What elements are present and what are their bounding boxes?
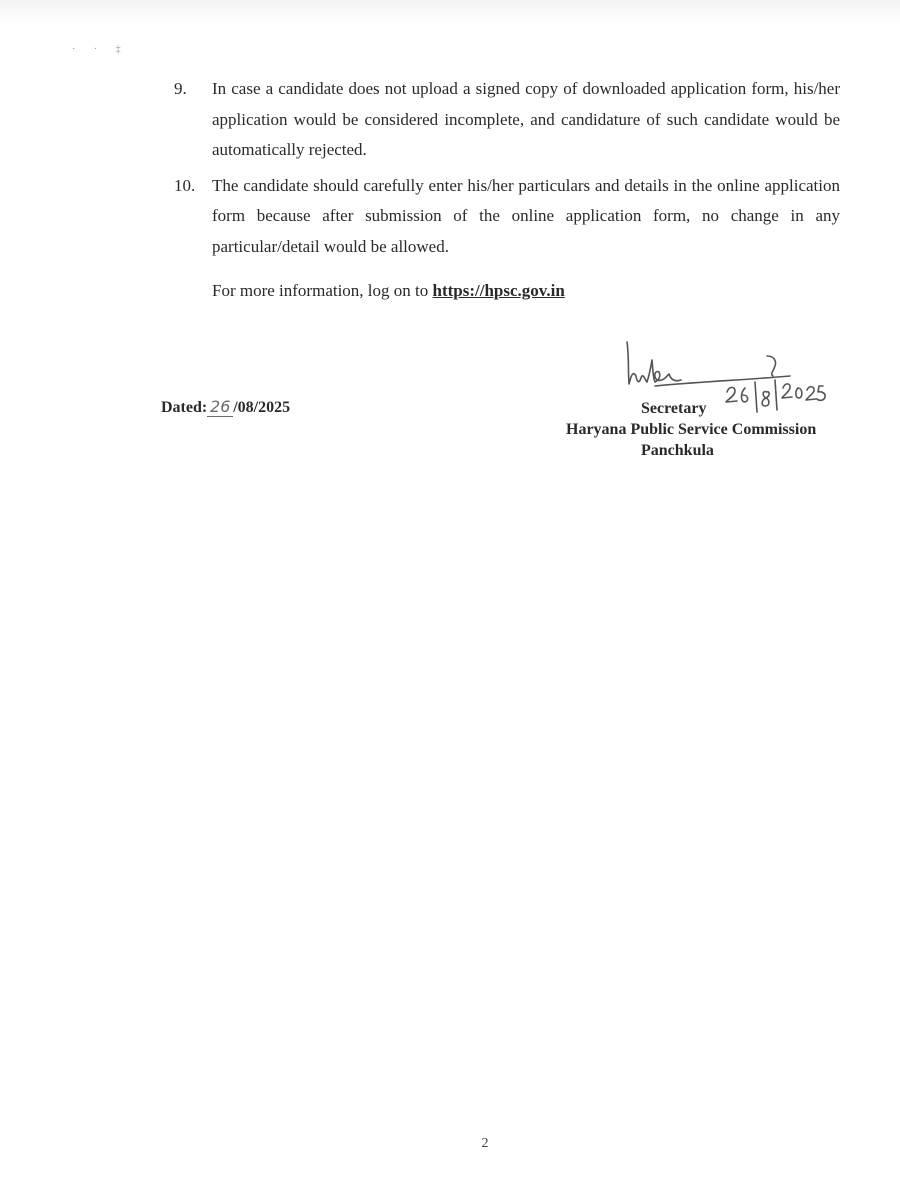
signatory-place: Panchkula [641, 442, 714, 459]
dated-label: Dated: [161, 399, 208, 416]
dated-handwritten-day: 26 [207, 398, 233, 417]
list-item-text: In case a candidate does not upload a signed copy of downloaded application form, his/her application would be considered incomplete, and candidature of such candidate would be automatically rejected. [212, 79, 840, 159]
page-number: 2 [481, 1136, 489, 1151]
list-item-number: 9. [174, 79, 187, 98]
list-item [160, 74, 840, 166]
scan-artifact-dots: · · ‡ [72, 44, 129, 55]
instruction-list [160, 74, 840, 267]
hpsc-website-link[interactable]: https://hpsc.gov.in [432, 281, 565, 300]
scan-artifact-strip [0, 0, 900, 22]
list-item-text: The candidate should carefully enter his/her particulars and details in the online application form because after submission of the online application form, no change in any particular/detail would be allowed. [212, 175, 840, 256]
signatory-designation: Secretary [641, 400, 707, 417]
list-item [160, 171, 840, 263]
list-item-number: 10. [174, 175, 196, 195]
more-info-prefix: For more information, log on to [212, 281, 429, 300]
more-info-line [212, 278, 565, 304]
signatory-block [566, 398, 846, 461]
dated-line [161, 396, 290, 420]
dated-month-year: /08/2025 [233, 399, 291, 416]
signatory-organization: Haryana Public Service Commission [566, 421, 817, 438]
